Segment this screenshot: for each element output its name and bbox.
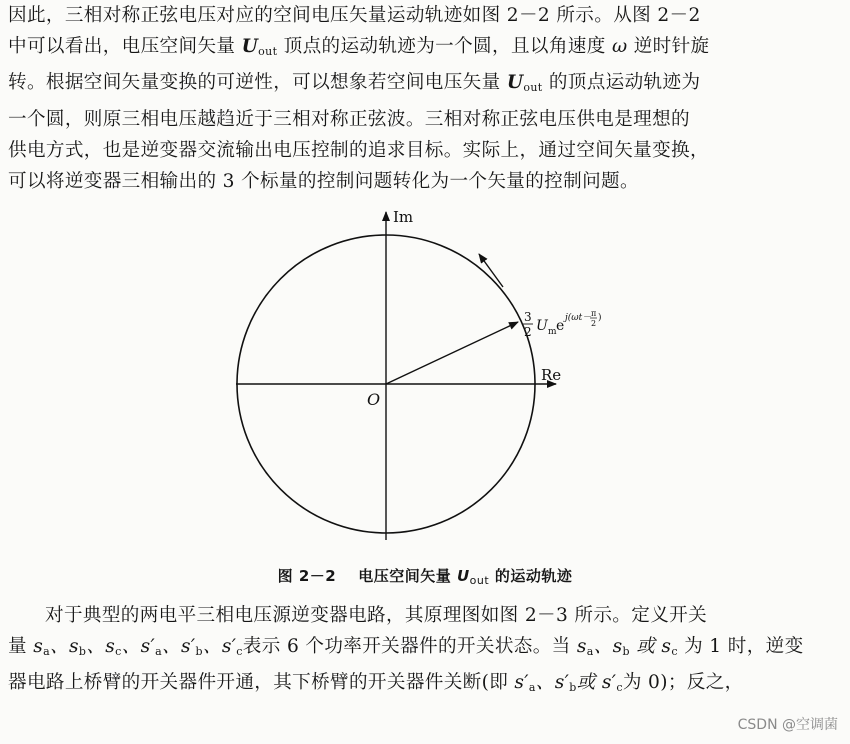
text-line: 一个圆，则原三相电压越趋近于三相对称正弦波。三相对称正弦电压供电是理想的	[8, 108, 690, 130]
im-axis-label: Im	[393, 208, 414, 226]
re-axis-label: Re	[541, 366, 562, 384]
svg-text:3: 3	[524, 310, 532, 324]
svg-text:2: 2	[524, 325, 532, 339]
origin-label: O	[367, 390, 381, 409]
vector-label	[523, 309, 602, 339]
text-line: 量 $s_a$、$s_b$、$s_c$、$s'_a$、$s'_b$、$s'_c$表示 6 个功率开关器件的开关状态。当 $s_a$、$s_b$ 或 $s_c$ 为 1 时，逆变	[8, 636, 804, 659]
text-line: 对于典型的两电平三相电压源逆变器电路，其原理图如图 2－3 所示。定义开关	[45, 605, 708, 626]
svg-text:2: 2	[591, 319, 597, 328]
text-line: 中可以看出，电压空间矢量 $U_{out}$ 顶点的运动轨迹为一个圆，且以角速度 ω 逆时针旋	[8, 36, 710, 59]
svg-text:π: π	[591, 309, 597, 318]
voltage-vector-arrow	[386, 322, 518, 384]
svg-text:): )	[598, 313, 602, 323]
svg-text:m: m	[548, 327, 557, 337]
svg-text:e: e	[556, 318, 565, 334]
text-line: 器电路上桥臂的开关器件开通，其下桥臂的开关器件关断(即 $s'_a$、$s'_b$或 $s'_c$为 0)；反之，	[8, 672, 744, 695]
text-line: 因此，三相对称正弦电压对应的空间电压矢量运动轨迹如图 2－2 所示。从图 2－2	[8, 5, 701, 26]
u-out-symbol: $U_{out}$	[506, 72, 543, 95]
figure-caption: 图 2－2 电压空间矢量 $U_{out}$ 的运动轨迹	[277, 567, 573, 587]
text-line: 可以将逆变器三相输出的 3 个标量的控制问题转化为一个矢量的控制问题。	[8, 171, 639, 193]
switch-symbols: $s_a$、$s_b$、$s_c$、$s'_a$、$s'_b$、$s'_c$	[33, 636, 243, 659]
text-line: 转。根据空间矢量变换的可逆性，可以想象若空间电压矢量 $U_{out}$ 的顶点运动轨迹为	[8, 72, 701, 95]
u-out-symbol: $U_{out}$	[241, 36, 278, 59]
watermark: CSDN @空调菌	[737, 717, 838, 733]
svg-text:U: U	[536, 318, 548, 334]
text-line: 供电方式，也是逆变器交流输出电压控制的追求目标。实际上，通过空间矢量变换，	[8, 139, 709, 161]
paragraph-2	[8, 600, 836, 704]
omega-symbol: ω	[611, 36, 628, 58]
svg-text:j(ωt－: j(ωt－	[565, 313, 592, 323]
